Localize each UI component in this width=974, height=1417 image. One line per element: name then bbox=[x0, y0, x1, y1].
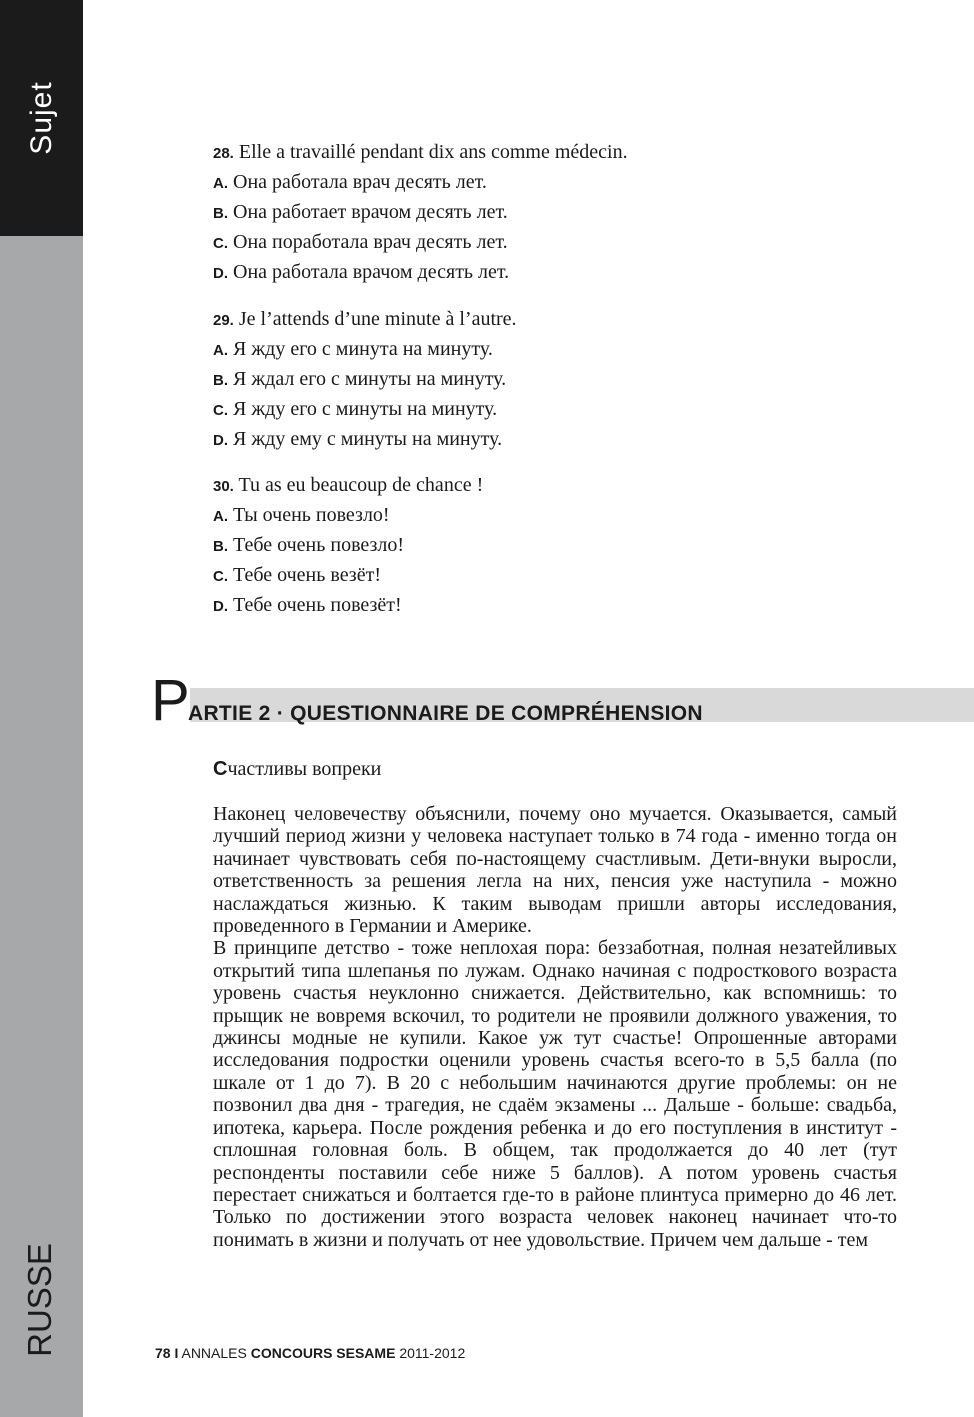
text-title: Счастливы вопреки bbox=[213, 758, 382, 780]
option-b: B. Тебе очень повезло! bbox=[213, 534, 405, 556]
question-prompt: 28. Elle a travaillé pendant dix ans comme médecin. bbox=[213, 141, 628, 163]
page-footer: 78 I ANNALES CONCOURS SESAME 2011-2012 bbox=[155, 1345, 466, 1361]
option-c: C. Я жду его с минуты на минуту. bbox=[213, 398, 498, 420]
reading-text bbox=[213, 803, 897, 1251]
option-c: C. Тебе очень везёт! bbox=[213, 564, 381, 586]
page-number: 78 bbox=[155, 1345, 171, 1361]
part-initial: P bbox=[151, 668, 188, 733]
part-title: ARTIE 2 · QUESTIONNAIRE DE COMPRÉHENSION bbox=[188, 702, 703, 725]
option-a: A. Ты очень повезло! bbox=[213, 504, 390, 526]
section-tab-sujet bbox=[0, 0, 83, 236]
option-b: B. Я ждал его с минуты на минуту. bbox=[213, 368, 507, 390]
option-c: C. Она поработала врач десять лет. bbox=[213, 231, 508, 253]
option-d: D. Тебе очень повезёт! bbox=[213, 594, 402, 616]
question-prompt: 29. Je l’attends d’une minute à l’autre. bbox=[213, 308, 517, 330]
russe-label: RUSSE bbox=[21, 1243, 58, 1357]
sujet-label: Sujet bbox=[25, 81, 58, 155]
question-prompt: 30. Tu as eu beaucoup de chance ! bbox=[213, 474, 484, 496]
footer-brand: CONCOURS SESAME bbox=[250, 1345, 396, 1361]
option-a: A. Я жду его с минута на минуту. bbox=[213, 338, 493, 360]
question-29 bbox=[213, 305, 913, 455]
subject-tab-russe bbox=[0, 1200, 83, 1380]
option-d: D. Она работала врачом десять лет. bbox=[213, 261, 510, 283]
paragraph: Наконец человечеству объяснили, почему оно мучается. Оказывается, самый лучший период жизни у человека наступает только в 74 года - именно тогда он начинает чувствовать себя по-настоящему счастливым. Дети-внуки выросли, ответственность за решения легла на них, пенсия уже наступила - можно наслаждаться жизнью. К таким выводам пришли авторы исследования, проведенного в Германии и Америке. bbox=[213, 803, 897, 938]
option-d: D. Я жду ему с минуты на минуту. bbox=[213, 428, 503, 450]
question-28 bbox=[213, 138, 913, 288]
question-30 bbox=[213, 471, 913, 621]
paragraph: В принципе детство - тоже неплохая пора: беззаботная, полная незатейливых открытий типа шлепанья по лужам. Однако начиная с подросткового возраста уровень счастья неуклонно снижается. Действительно, как вспомнишь: то прыщик не вовремя вскочил, то родители не проявили должного уважения, то джинсы модные не купили. Какое уж тут счастье! Опрошенные авторами исследования подростки оценили уровень счастья всего-то в 5,5 балла (по шкале от 1 до 7). В 20 с небольшим начинаются другие проблемы: он не позвонил два дня - трагедия, не сдаём экзамены ... Дальше - больше: свадьба, ипотека, карьера. После рождения ребенка и до его поступления в институт - сплошная головная боль. В общем, так продолжается до 40 лет (тут респонденты поставили себе ниже 5 баллов). А потом уровень счастья перестает снижаться и болтается где-то в районе плинтуса примерно до 46 лет. Только по достижении этого возраста человек наконец начинает что-то понимать в жизни и получать от нее удовольствие. Причем чем дальше - тем bbox=[213, 937, 897, 1251]
option-a: A. Она работала врач десять лет. bbox=[213, 171, 487, 193]
option-b: B. Она работает врачом десять лет. bbox=[213, 201, 508, 223]
